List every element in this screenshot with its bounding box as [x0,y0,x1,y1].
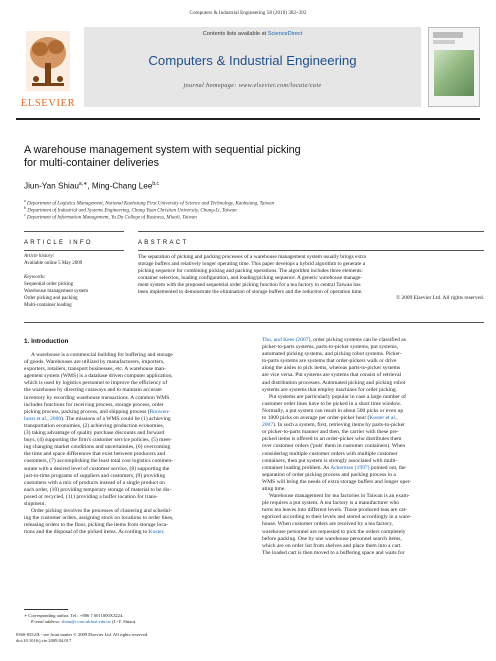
keyword: Sequential order picking [24,282,74,287]
elsevier-tree-icon [26,31,70,91]
body-text-line [262,479,484,486]
body-text: considering multiple customer orders with multiple customer [262,450,398,457]
body-text: shipment. [24,500,46,507]
body-text: picking process, packing process, and shipping process ( [24,408,150,415]
body-text: before packing. One by one warehouse personnel search items, [262,535,402,542]
body-text: customers, (7) accomplishing the least total cost logistics commen- [24,458,173,465]
citation-link[interactable]: horst et al., 2000 [24,415,62,422]
body-text: each order, (10) providing temporary storage of material to be dis- [24,486,172,493]
journal-title: Computers & Industrial Engineering [148,53,357,68]
body-text-line [24,458,244,465]
body-text-line [24,409,244,416]
abstract-rule [138,231,484,232]
body-text-line [262,543,484,550]
author-separator: , [87,181,92,191]
body-text: buys, (4) supporting the firm's customer service policies, (5) meet- [24,437,172,444]
citation-link[interactable]: Koster et al., [369,415,398,422]
masthead-rule [16,118,480,120]
body-text: exporters, retailers, transport businesses, etc. A warehouse man- [24,366,166,373]
front-matter-rule [24,322,484,323]
body-text-line [24,466,244,473]
body-text: which is used by logistics personnel to improve the efficiency of [24,380,168,387]
abstract-line: picking sequence for combining picking and packing operations. The algorithm includes three elements: [138,267,363,274]
masthead [16,27,480,115]
body-text: to-parts systems are systems that order-pickers walk or drive [262,358,397,365]
contents-line [84,31,421,37]
body-text: , order picking systems can be classified as [310,337,406,343]
journal-reference: Computers & Industrial Engineering 58 (2010) 382–392 [189,10,307,16]
body-text-line [24,501,244,508]
body-text: ple requires a put system. A tea factory is a manufacturer who [262,500,400,507]
body-text: WMS will bring the needs of extra storage buffers and longer oper- [262,478,412,485]
body-text: tions and the disposal of the picked items. According to [24,529,149,536]
body-text: the warehouse by directing cutaways and to maintain accurate [24,387,162,394]
body-text: and distribution processes. Automated picking and picking robot [262,379,406,386]
body-text-line [262,550,484,557]
abstract-line: storage buffers and relatively longer operating time. This paper develops a hybrid algorithm to generate a [138,260,366,267]
body-text-line [24,359,244,366]
body-text: customers with a mix of products instead of a single product on [24,479,165,486]
author-marks: b,c [152,181,160,187]
body-text-line [262,358,484,365]
body-text-line [262,521,484,528]
abstract-line: container selection, loading configuration, and loading/picking sequence. A generic warehouse manage- [138,274,363,281]
body-text-line [262,422,484,429]
body-text: systems are systems that employ machines for order picking. [262,386,398,393]
footnote-rule [24,609,68,610]
affiliation-mark: a [24,198,26,203]
body-text: ating time. [262,485,286,492]
article-title-line2: for multi-container deliveries [24,156,160,169]
body-text-line [262,380,484,387]
body-text: agement system (WMS) is a database driven computer application, [24,373,173,380]
body-text-line [262,465,484,472]
article-info-subrule [24,250,124,251]
body-text: to 1000 picks on average per order-picker hour ( [262,415,370,422]
abstract-body [138,254,484,302]
body-text: picked items is offered to an order-picker who distributes them [262,436,402,443]
body-text: releasing orders to the floor, picking the items from storage loca- [24,522,169,529]
body-text-line [262,529,484,536]
body-column-left [24,352,244,536]
body-text-line [24,480,244,487]
keyword: Warehouse management system [24,289,89,294]
body-text: just-in-time programs of suppliers and customers, (9) providing [24,472,166,479]
citation-link[interactable]: Tho, and Kees (2007) [262,337,311,343]
body-text: transportation economies, (2) achieving production economies, [24,422,165,429]
body-text: container loading problem. As [262,464,331,471]
sciencedirect-link[interactable]: ScienceDirect [267,31,303,37]
affiliation-mark: b [24,205,26,210]
body-text: are vice versa. Put systems are systems that consist of retrieval [262,372,402,379]
body-text: over customer orders ('puts' them in customer containers). When [262,443,406,450]
body-text-line [24,416,244,423]
body-text-line [24,473,244,480]
keyword: Multi-container loading [24,303,72,308]
affiliation-text: Department of Information Management, Yu Da College of Business, Miaoli, Taiwan [27,215,197,221]
keywords-label: Keywords: [24,275,46,280]
contents-prefix: Contents lists available at [202,31,268,37]
body-text: the time and space differences that exist between producers and [24,451,166,458]
body-text-line [262,337,484,344]
history-label: Article history: [24,254,55,259]
body-text-line [262,458,484,465]
body-text: A warehouse is a commercial building for buffering and storage [31,352,173,358]
body-text-line [24,387,244,394]
author-name[interactable]: Ming-Chang Lee [91,181,153,191]
body-text: separation of order picking process and packing process in a [262,471,396,478]
body-text: picker-to-parts systems, parts-to-picker systems, put systems, [262,344,399,351]
elsevier-logo [16,27,80,115]
author-name[interactable]: Jiun-Yan Shiau [24,181,79,191]
body-text-line [24,494,244,501]
body-text: ). The missions of a WMS could be (1) achieving [61,415,171,422]
cover-header-block [433,32,463,38]
cover-subheader-block [433,40,455,44]
body-text: egorized according to their levels and stored accordingly in a ware- [262,514,412,521]
affiliation-text: Department of Logistics Management, National Kaohsiung First University of Science and Technology, Kaohsiung, Taiwan [27,201,275,207]
issn-line: 0360-8352/$ - see front matter © 2009 Elsevier Ltd. All rights reserved. [16,632,149,637]
affiliation-mark: c [24,212,26,217]
journal-title-band [84,27,421,107]
citation-link[interactable]: Ackerman (1997) [330,464,370,471]
body-text: of goods. Warehouses are utilized by manufacturers, importers, [24,359,165,366]
body-text-line [24,508,244,515]
body-text: Normally, a put system can result in about 500 picks or even up [262,407,404,414]
email-note [24,619,136,625]
body-text: inventory by recording warehouse transactions. A common WMS [24,394,170,401]
body-text-line [262,344,484,351]
article-info-rule [24,231,124,232]
journal-cover-thumbnail [428,27,480,107]
body-text-line [262,408,484,415]
body-text-line [262,394,484,401]
body-text-line [262,443,484,450]
abstract-line: ment system with the proposed sequential order picking function for a tea factory in central Taiwan has [138,281,361,288]
affiliation-text: Department of Industrial and Systems Engineering, Chung Yuan Christian University, Chung-Li, Taiwan [27,208,237,214]
body-text: automated picking systems, and picking robot systems. Picker- [262,351,402,358]
body-text: pointed out, the [369,464,406,471]
body-text-line [24,529,244,536]
abstract-heading: ABSTRACT [138,240,189,246]
body-text: containers, then put system is strongly associated with multi- [262,457,398,464]
article-title [24,144,444,169]
body-text: house. When customer orders are received by a tea factory, [262,521,393,528]
email-label: E-mail address: [31,619,62,624]
body-text: turns tea leaves into different levels. Those produced teas are cat- [262,507,408,514]
body-text-line [262,451,484,458]
body-text-line [262,351,484,358]
article-info-heading: ARTICLE INFO [24,240,93,246]
cover-artwork [434,50,474,96]
body-column-right [262,337,484,557]
abstract-copyright: © 2009 Elsevier Ltd. All rights reserved. [396,295,484,302]
body-text-line [262,387,484,394]
body-text-line [262,486,484,493]
body-text: Put systems are particularly popular in case a large number of [269,393,406,400]
abstract-line: been implemented to demonstrate the elimination of storage buffers and the reduction of operation time. [138,288,363,295]
journal-homepage-link[interactable]: journal homepage: www.elsevier.com/locate/caie [183,83,322,89]
body-text: or picker-to-parts manner and then, the carrier with these pre- [262,429,399,436]
article-title-line1: A warehouse management system with sequential picking [24,144,301,156]
body-text: ing the customer orders, assigning stock on locations to order lines, [24,515,174,522]
body-text: Warehouse management for tea factories in Taiwan is an exam- [269,493,410,500]
body-text-line [24,423,244,430]
body-text-line [262,536,484,543]
email-link[interactable]: shiau@ccms.nkfust.edu.tw [61,619,111,624]
body-text-line [262,372,484,379]
body-text: which are on order list from shelves and place them into a cart. [262,542,402,549]
body-text: The loaded cart is then moved to a buffering space and waits for [262,549,405,556]
body-text: (3) taking advantage of quality purchase discounts and forward [24,430,165,437]
body-text: ). In such a system, first, retrieving items by parts-to-picker [273,422,405,429]
body-text-line [24,487,244,494]
body-text: ing changing market conditions and uncertainties, (6) overcoming [24,444,171,451]
affiliation [24,212,197,221]
email-suffix: (J.-Y. Shiau). [110,619,137,624]
body-text-line [262,401,484,408]
citation-link[interactable]: Koster, [148,529,165,536]
body-text-line [262,472,484,479]
keyword: Order picking and packing [24,296,78,301]
body-text: customer order lines have to be picked in a short time window. [262,400,402,407]
body-text: warehouse personnel are requested to pick the orders completely [262,528,406,535]
citation-link[interactable]: 2007 [262,422,274,429]
citation-link[interactable]: Rouwen- [149,408,170,415]
introduction-heading: 1. Introduction [24,338,69,345]
body-text: Order picking involves the processes of clustering and schedul- [31,508,172,515]
body-text-line [24,380,244,387]
abstract-line: The separation of picking and packing processes of a warehouse management system usually brings extra [138,254,366,260]
author-list [24,181,159,191]
body-text: posed or recycled, (11) providing a buffer location for trans- [24,493,158,500]
doi-link[interactable]: doi:10.1016/j.cie.2009.04.017 [16,638,72,643]
body-text-line [262,507,484,514]
body-text: along the aisles to pick items, whereas parts-to-picker systems [262,365,401,372]
abstract-subrule [138,250,484,251]
history-value: Available online 5 May 2009 [24,261,83,266]
body-text: surate with a desired level of customer service, (8) supporting the [24,465,170,472]
author-marks: a,∗ [78,181,88,187]
body-text-line [24,395,244,402]
body-text-line [24,402,244,409]
publisher-name: ELSEVIER [20,98,76,109]
body-text: includes functions for receiving process, storage process, order [24,401,164,408]
corresponding-author-note: ∗ Corresponding author. Tel.: +886 7 6011000X3224. [24,613,124,618]
